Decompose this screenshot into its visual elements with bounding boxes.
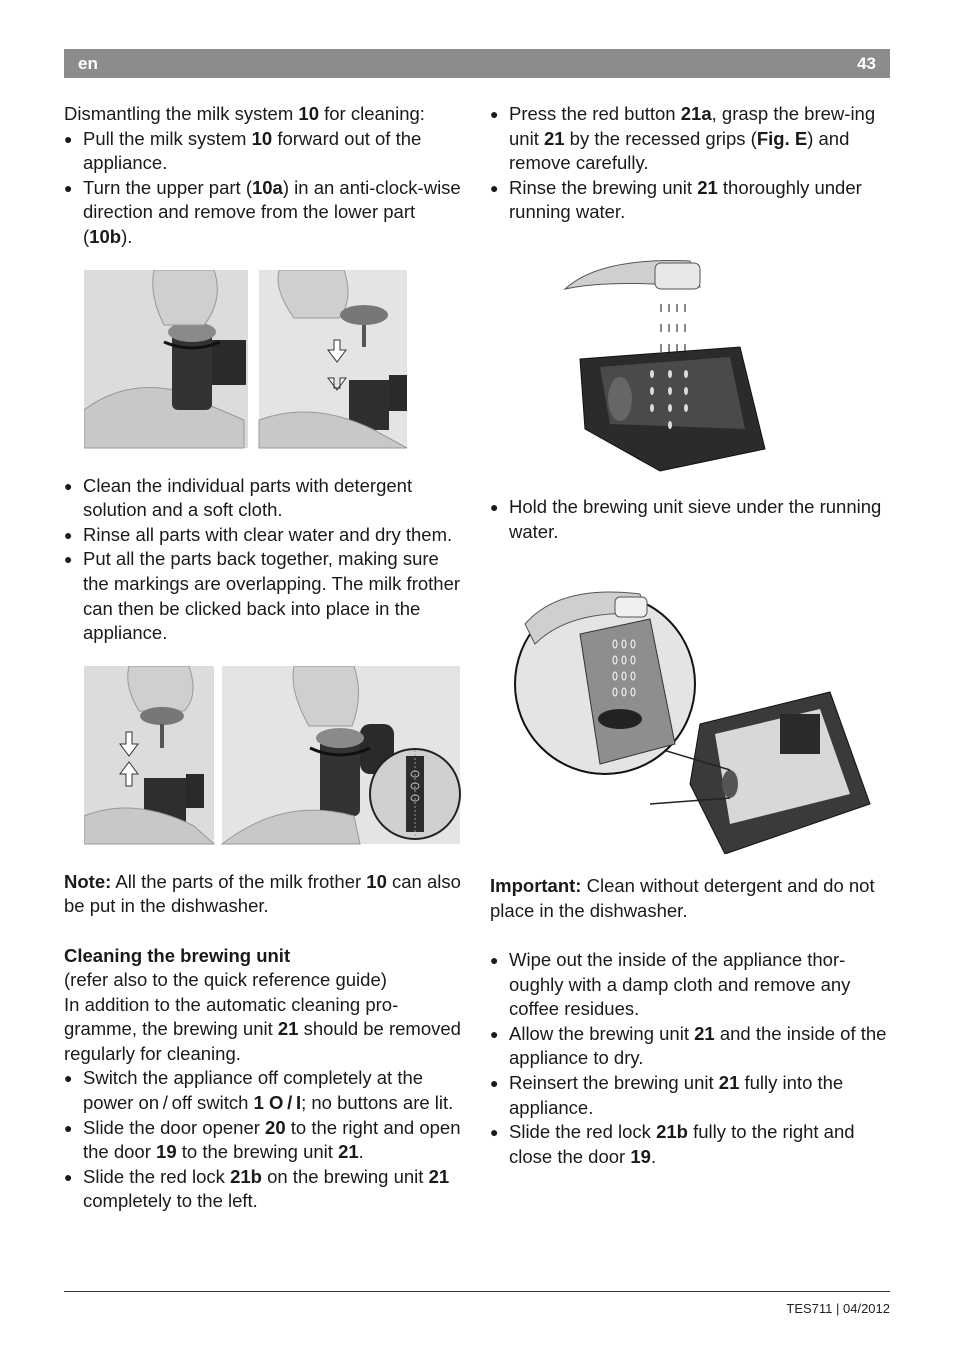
list-item: ● Turn the upper part (10a) in an anti-clock-wise direction and remove from the lower part (10b). <box>64 176 468 250</box>
list-item: ● Clean the individual parts with detergent solution and a soft cloth. <box>64 474 468 523</box>
page-header <box>64 49 890 78</box>
list-item: ● Slide the red lock 21b on the brewing unit 21 completely to the left. <box>64 1165 468 1214</box>
cleaning-steps <box>64 474 468 646</box>
list-item: ● Hold the brewing unit sieve under the running water. <box>490 495 890 544</box>
list-item: ● Press the red button 21a, grasp the brew-ing unit 21 by the recessed grips (Fig. E) and remove carefully. <box>490 102 890 176</box>
right-column <box>490 102 890 1169</box>
brewing-unit-rinse-illustration <box>490 249 890 479</box>
brewing-unit-removal-steps <box>64 1066 468 1214</box>
milk-system-dismantle-illustration <box>84 270 488 450</box>
section-text: In addition to the automatic cleaning pro-gramme, the brewing unit 21 should be removed regularly for cleaning. <box>64 993 461 1064</box>
brewing-unit-rinse-steps <box>490 102 890 225</box>
section-reference: (refer also to the quick reference guide) <box>64 969 387 991</box>
list-item: ● Rinse all parts with clear water and dry them. <box>64 523 468 548</box>
footer-model-date: TES711 | 04/2012 <box>786 1301 890 1316</box>
section-title: Cleaning the brewing unit <box>64 944 291 966</box>
list-item: ● Reinsert the brewing unit 21 fully into the appliance. <box>490 1071 890 1120</box>
milk-dismantle-steps <box>64 127 468 250</box>
list-item: ● Slide the red lock 21b fully to the right and close the door 19. <box>490 1120 890 1169</box>
list-item: ● Wipe out the inside of the appliance thor-oughly with a damp cloth and remove any coffee residues. <box>490 948 890 1022</box>
list-item: ● Switch the appliance off completely at the power on / off switch 1 O / I; no buttons are lit. <box>64 1066 468 1115</box>
milk-frother-reassembly-illustration <box>84 666 488 846</box>
important-note: Important: Clean without detergent and do not place in the dishwasher. <box>490 875 875 921</box>
language-code: en <box>78 54 98 73</box>
page-number: 43 <box>857 54 876 73</box>
left-column <box>64 102 468 1214</box>
reinsert-steps <box>490 948 890 1169</box>
list-item: ● Put all the parts back together, making sure the markings are overlapping. The milk frother can then be clicked back into place in the appliance. <box>64 547 468 645</box>
footer-divider <box>64 1291 890 1292</box>
brewing-unit-sieve-illustration <box>490 564 890 854</box>
list-item: ● Slide the door opener 20 to the right and open the door 19 to the brewing unit 21. <box>64 1116 468 1165</box>
sieve-rinse-steps <box>490 495 890 544</box>
list-item: ● Rinse the brewing unit 21 thoroughly under running water. <box>490 176 890 225</box>
milk-system-intro: Dismantling the milk system 10 for cleaning: <box>64 103 425 124</box>
list-item: ● Pull the milk system 10 forward out of the appliance. <box>64 127 468 176</box>
note-dishwasher: Note: All the parts of the milk frother 10 can also be put in the dishwasher. <box>64 870 461 917</box>
list-item: ● Allow the brewing unit 21 and the inside of the appliance to dry. <box>490 1022 890 1071</box>
